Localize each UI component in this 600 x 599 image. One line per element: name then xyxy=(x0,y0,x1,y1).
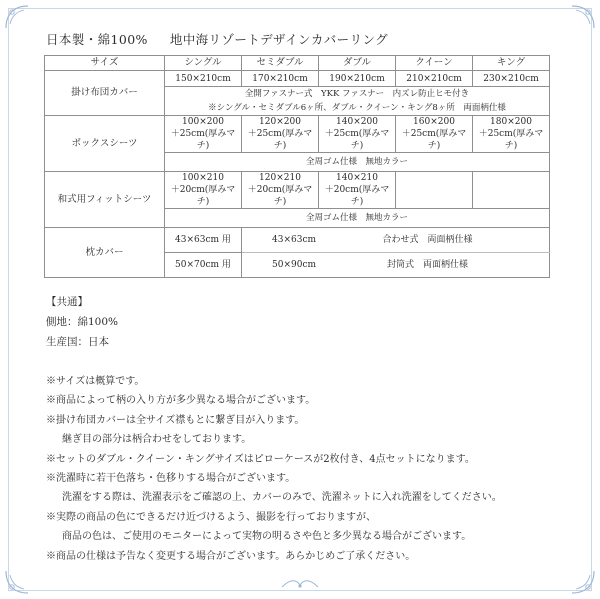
header-size: サイズ xyxy=(45,56,165,71)
common-heading: 【共通】 xyxy=(46,296,88,308)
box-note: 全周ゴム仕様 無地カラー xyxy=(165,153,550,172)
kakefuton-note-2: ※シングル・セミダブル6ヶ所、ダブル・クイーン・キング8ヶ所 両面柄仕様 xyxy=(165,101,550,116)
table-cell xyxy=(165,172,242,209)
title-left: 日本製・綿100% xyxy=(46,32,148,47)
cell-depth: ＋20cm(厚みマチ) xyxy=(247,185,313,207)
table-cell xyxy=(242,116,319,153)
table-cell xyxy=(319,116,396,153)
table-cell xyxy=(165,116,242,153)
header-queen: クイーン xyxy=(396,56,473,71)
pillow-style: 封筒式 両面柄仕様 xyxy=(387,260,469,270)
corner-ornament xyxy=(4,569,30,595)
cell-depth: ＋25cm(厚みマチ) xyxy=(401,129,467,151)
corner-ornament xyxy=(4,4,30,30)
table-row xyxy=(45,228,550,253)
pillow-style: 合わせ式 両面柄仕様 xyxy=(382,235,473,245)
cell-size: 140×210 xyxy=(336,173,378,183)
table-cell: 170×210cm xyxy=(242,71,319,87)
table-row xyxy=(45,116,550,153)
pillow-dim: 50×90cm xyxy=(272,260,317,270)
table-cell xyxy=(242,172,319,209)
row-label-wafit: 和式用フィットシーツ xyxy=(45,172,165,228)
cell-size: 120×200 xyxy=(259,117,301,127)
table-cell xyxy=(242,253,550,278)
cell-depth: ＋25cm(厚みマチ) xyxy=(170,129,236,151)
table-row xyxy=(45,172,550,209)
material-text: 側地：綿100% xyxy=(46,316,119,328)
common-section xyxy=(46,292,118,352)
table-cell: 230×210cm xyxy=(473,71,550,87)
pillow-dim: 43×63cm xyxy=(272,235,317,245)
table-cell: 50×70cm 用 xyxy=(165,253,242,278)
origin-text: 生産国：日本 xyxy=(46,336,109,348)
cell-depth: ＋20cm(厚みマチ) xyxy=(170,185,236,207)
wafit-note: 全周ゴム仕様 無地カラー xyxy=(165,209,550,228)
header-double: ダブル xyxy=(319,56,396,71)
cell-depth: ＋25cm(厚みマチ) xyxy=(324,129,390,151)
cell-size: 100×210 xyxy=(182,173,224,183)
header-king: キング xyxy=(473,56,550,71)
table-cell xyxy=(319,172,396,209)
note-line: 商品の色は、ご使用のモニターによって実物の明るさや色と多少異なる場合がございます。 xyxy=(62,531,472,543)
note-line: ※セットのダブル・クイーン・キングサイズはピローケースが2枚付き、4点セットになります。 xyxy=(46,453,475,465)
table-cell: 150×210cm xyxy=(165,71,242,87)
row-label-kakefuton: 掛け布団カバー xyxy=(45,71,165,116)
title-right: 地中海リゾートデザインカバーリング xyxy=(169,32,389,47)
table-cell: 190×210cm xyxy=(319,71,396,87)
cell-depth: ＋25cm(厚みマチ) xyxy=(247,129,313,151)
table-cell: 210×210cm xyxy=(396,71,473,87)
note-line: ※掛け布団カバーは全サイズ襟もとに繋ぎ目が入ります。 xyxy=(46,414,305,426)
cell-depth: ＋25cm(厚みマチ) xyxy=(478,129,544,151)
note-line: ※洗濯時に若干色落ち・色移りする場合がございます。 xyxy=(46,473,296,485)
size-table xyxy=(44,55,550,278)
corner-ornament xyxy=(570,4,596,30)
note-line: ※商品によって柄の入り方が多少異なる場合がございます。 xyxy=(46,395,316,407)
table-cell xyxy=(396,116,473,153)
note-line: ※商品の仕様は予告なく変更する場合がございます。あらかじめご了承ください。 xyxy=(46,550,416,562)
cell-depth: ＋20cm(厚みマチ) xyxy=(324,185,390,207)
table-cell: 43×63cm 用 xyxy=(165,228,242,253)
corner-ornament xyxy=(570,569,596,595)
notes-list xyxy=(46,372,502,566)
table-cell xyxy=(396,172,473,209)
cell-size: 160×200 xyxy=(413,117,455,127)
note-line: 洗濯をする際は、洗濯表示をご確認の上、カバーのみで、洗濯ネットに入れ洗濯をしてください。 xyxy=(62,492,502,504)
table-cell xyxy=(473,172,550,209)
scroll-ornament xyxy=(280,577,320,591)
row-label-pillow: 枕カバー xyxy=(45,228,165,278)
cell-size: 100×200 xyxy=(182,117,224,127)
cell-size: 140×200 xyxy=(336,117,378,127)
kakefuton-note-1: 全開ファスナー式 YKK ファスナー 内ズレ防止ヒモ付き xyxy=(165,87,550,102)
table-header-row xyxy=(45,56,550,71)
header-single: シングル xyxy=(165,56,242,71)
table-cell xyxy=(473,116,550,153)
cell-size: 180×200 xyxy=(490,117,532,127)
cell-size: 120×210 xyxy=(259,173,301,183)
table-row xyxy=(45,71,550,87)
row-label-box: ボックスシーツ xyxy=(45,116,165,172)
note-line: 継ぎ目の部分は柄合わせをしております。 xyxy=(62,434,252,446)
page-title xyxy=(46,30,388,48)
note-line: ※実際の商品の色にできるだけ近づけるよう、撮影を行っておりますが、 xyxy=(46,511,376,523)
note-line: ※サイズは概算です。 xyxy=(46,376,145,387)
header-semidouble: セミダブル xyxy=(242,56,319,71)
table-cell xyxy=(242,228,550,253)
